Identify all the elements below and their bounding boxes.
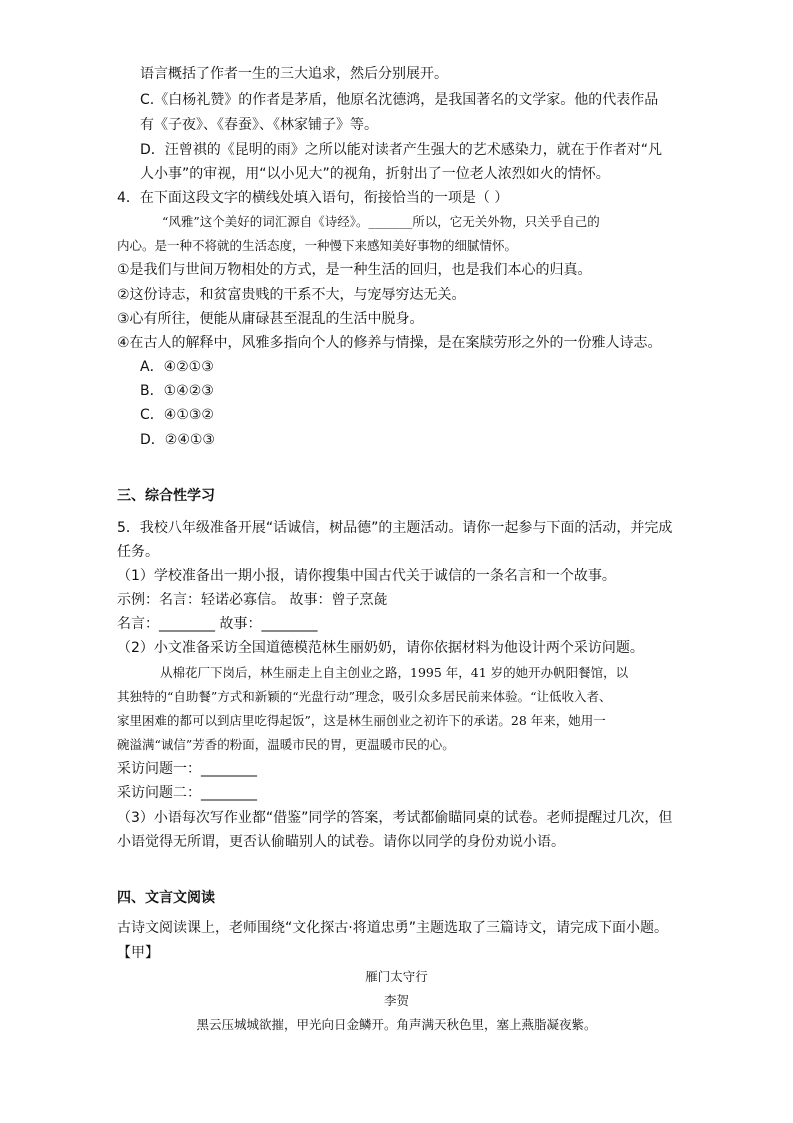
q5-material-cont: 碗溢满“诚信”芳香的粉面，温暖市民的胃，更温暖市民的心。 [117,737,455,752]
q4-stem: 4．在下面这段文字的横线处填入语句，衔接恰当的一项是（ ） [117,190,509,206]
section3-heading: 三、综合性学习 [117,488,215,504]
q5-answer-blanks: 名言：________ 故事：________ [117,616,318,632]
q4-option-b: B．①④②③ [140,383,214,399]
q5-stem-cont: 任务。 [117,544,159,560]
q4-passage: “风雅”这个美好的词汇源自《诗经》。_______所以，它无关外物，只关乎自己的 [162,214,600,229]
q5-part3-cont: 小语觉得无所谓，更否认偷瞄别人的试卷。请你以同学的身份劝说小语。 [117,834,565,850]
q5-stem: 5．我校八年级准备开展“话诚信，树品德”的主题活动。请你一起参与下面的活动，并完成 [117,520,673,536]
poem-title: 雁门太守行 [365,969,428,984]
q3-option-d-cont: 人小事”的审视，用“以小见大”的视角，折射出了一位老人浓烈如火的情怀。 [140,166,610,182]
q5-material: 从棉花厂下岗后，林生丽走上自主创业之路，1995 年，41 岁的她开办帆阳餐馆，以 [160,665,629,680]
section4-heading: 四、文言文阅读 [117,890,215,906]
q4-option-c: C．④①③② [140,407,214,423]
q5-example: 示例：名言：轻诺必寡信。 故事：曾子烹彘 [117,592,388,608]
section4-intro: 古诗文阅读课上，老师围绕“文化探古·将道忠勇”主题选取了三篇诗文，请完成下面小题。 [117,920,668,936]
poem-author: 李贺 [383,993,409,1008]
poem-line: 黑云压城城欲摧，甲光向日金鳞开。角声满天秋色里，塞上燕脂凝夜紫。 [196,1017,597,1032]
q4-sentence-4: ④在古人的解释中，风雅多指向个人的修养与情操，是在案牍劳形之外的一份雅人诗志。 [117,335,662,351]
q3-text-line: 语言概括了作者一生的三大追求，然后分别展开。 [140,66,448,82]
q4-option-a: A．④②①③ [140,359,214,375]
q5-part3: （3）小语每次写作业都“借鉴”同学的答案，考试都偷瞄同桌的试卷。老师提醒过几次，但 [117,810,673,826]
q5-material-cont: 其独特的“自助餐”方式和新颖的“光盘行动”理念，吸引众多居民前来体验。“让低收入者、 [117,689,612,704]
q4-sentence-2: ②这份诗志，和贫富贵贱的干系不大，与宠辱穷达无关。 [117,287,466,303]
q4-passage-cont: 内心。是一种不将就的生活态度，一种慢下来感知美好事物的细腻情怀。 [117,238,518,253]
q4-sentence-3: ③心有所往，便能从庸碌甚至混乱的生活中脱身。 [117,311,424,327]
q5-interview-question-2: 采访问题二：________ [117,785,257,801]
q3-option-c-cont: 有《子夜》、《春蚕》、《林家铺子》等。 [140,117,378,133]
section4-label-jia: 【甲】 [117,945,159,961]
q5-part1: （1）学校准备出一期小报，请你搜集中国古代关于诚信的一条名言和一个故事。 [117,568,616,584]
q4-sentence-1: ①是我们与世间万物相处的方式，是一种生活的回归，也是我们本心的归真。 [117,262,592,278]
q4-option-d: D．②④①③ [140,432,215,448]
q5-part2: （2）小文准备采访全国道德模范林生丽奶奶，请你依据材料为他设计两个采访问题。 [117,640,644,656]
q5-interview-question-1: 采访问题一：________ [117,761,257,777]
q3-option-d: D．汪曾祺的《昆明的雨》之所以能对读者产生强大的艺术感染力，就在于作者对“凡 [140,142,663,158]
q5-material-cont: 家里困难的都可以到店里吃得起饭”，这是林生丽创业之初许下的承诺。28 年来，她用一 [117,713,606,728]
q3-option-c: C.《白杨礼赞》的作者是茅盾，他原名沈德鸿，是我国著名的文学家。他的代表作品 [140,92,659,108]
